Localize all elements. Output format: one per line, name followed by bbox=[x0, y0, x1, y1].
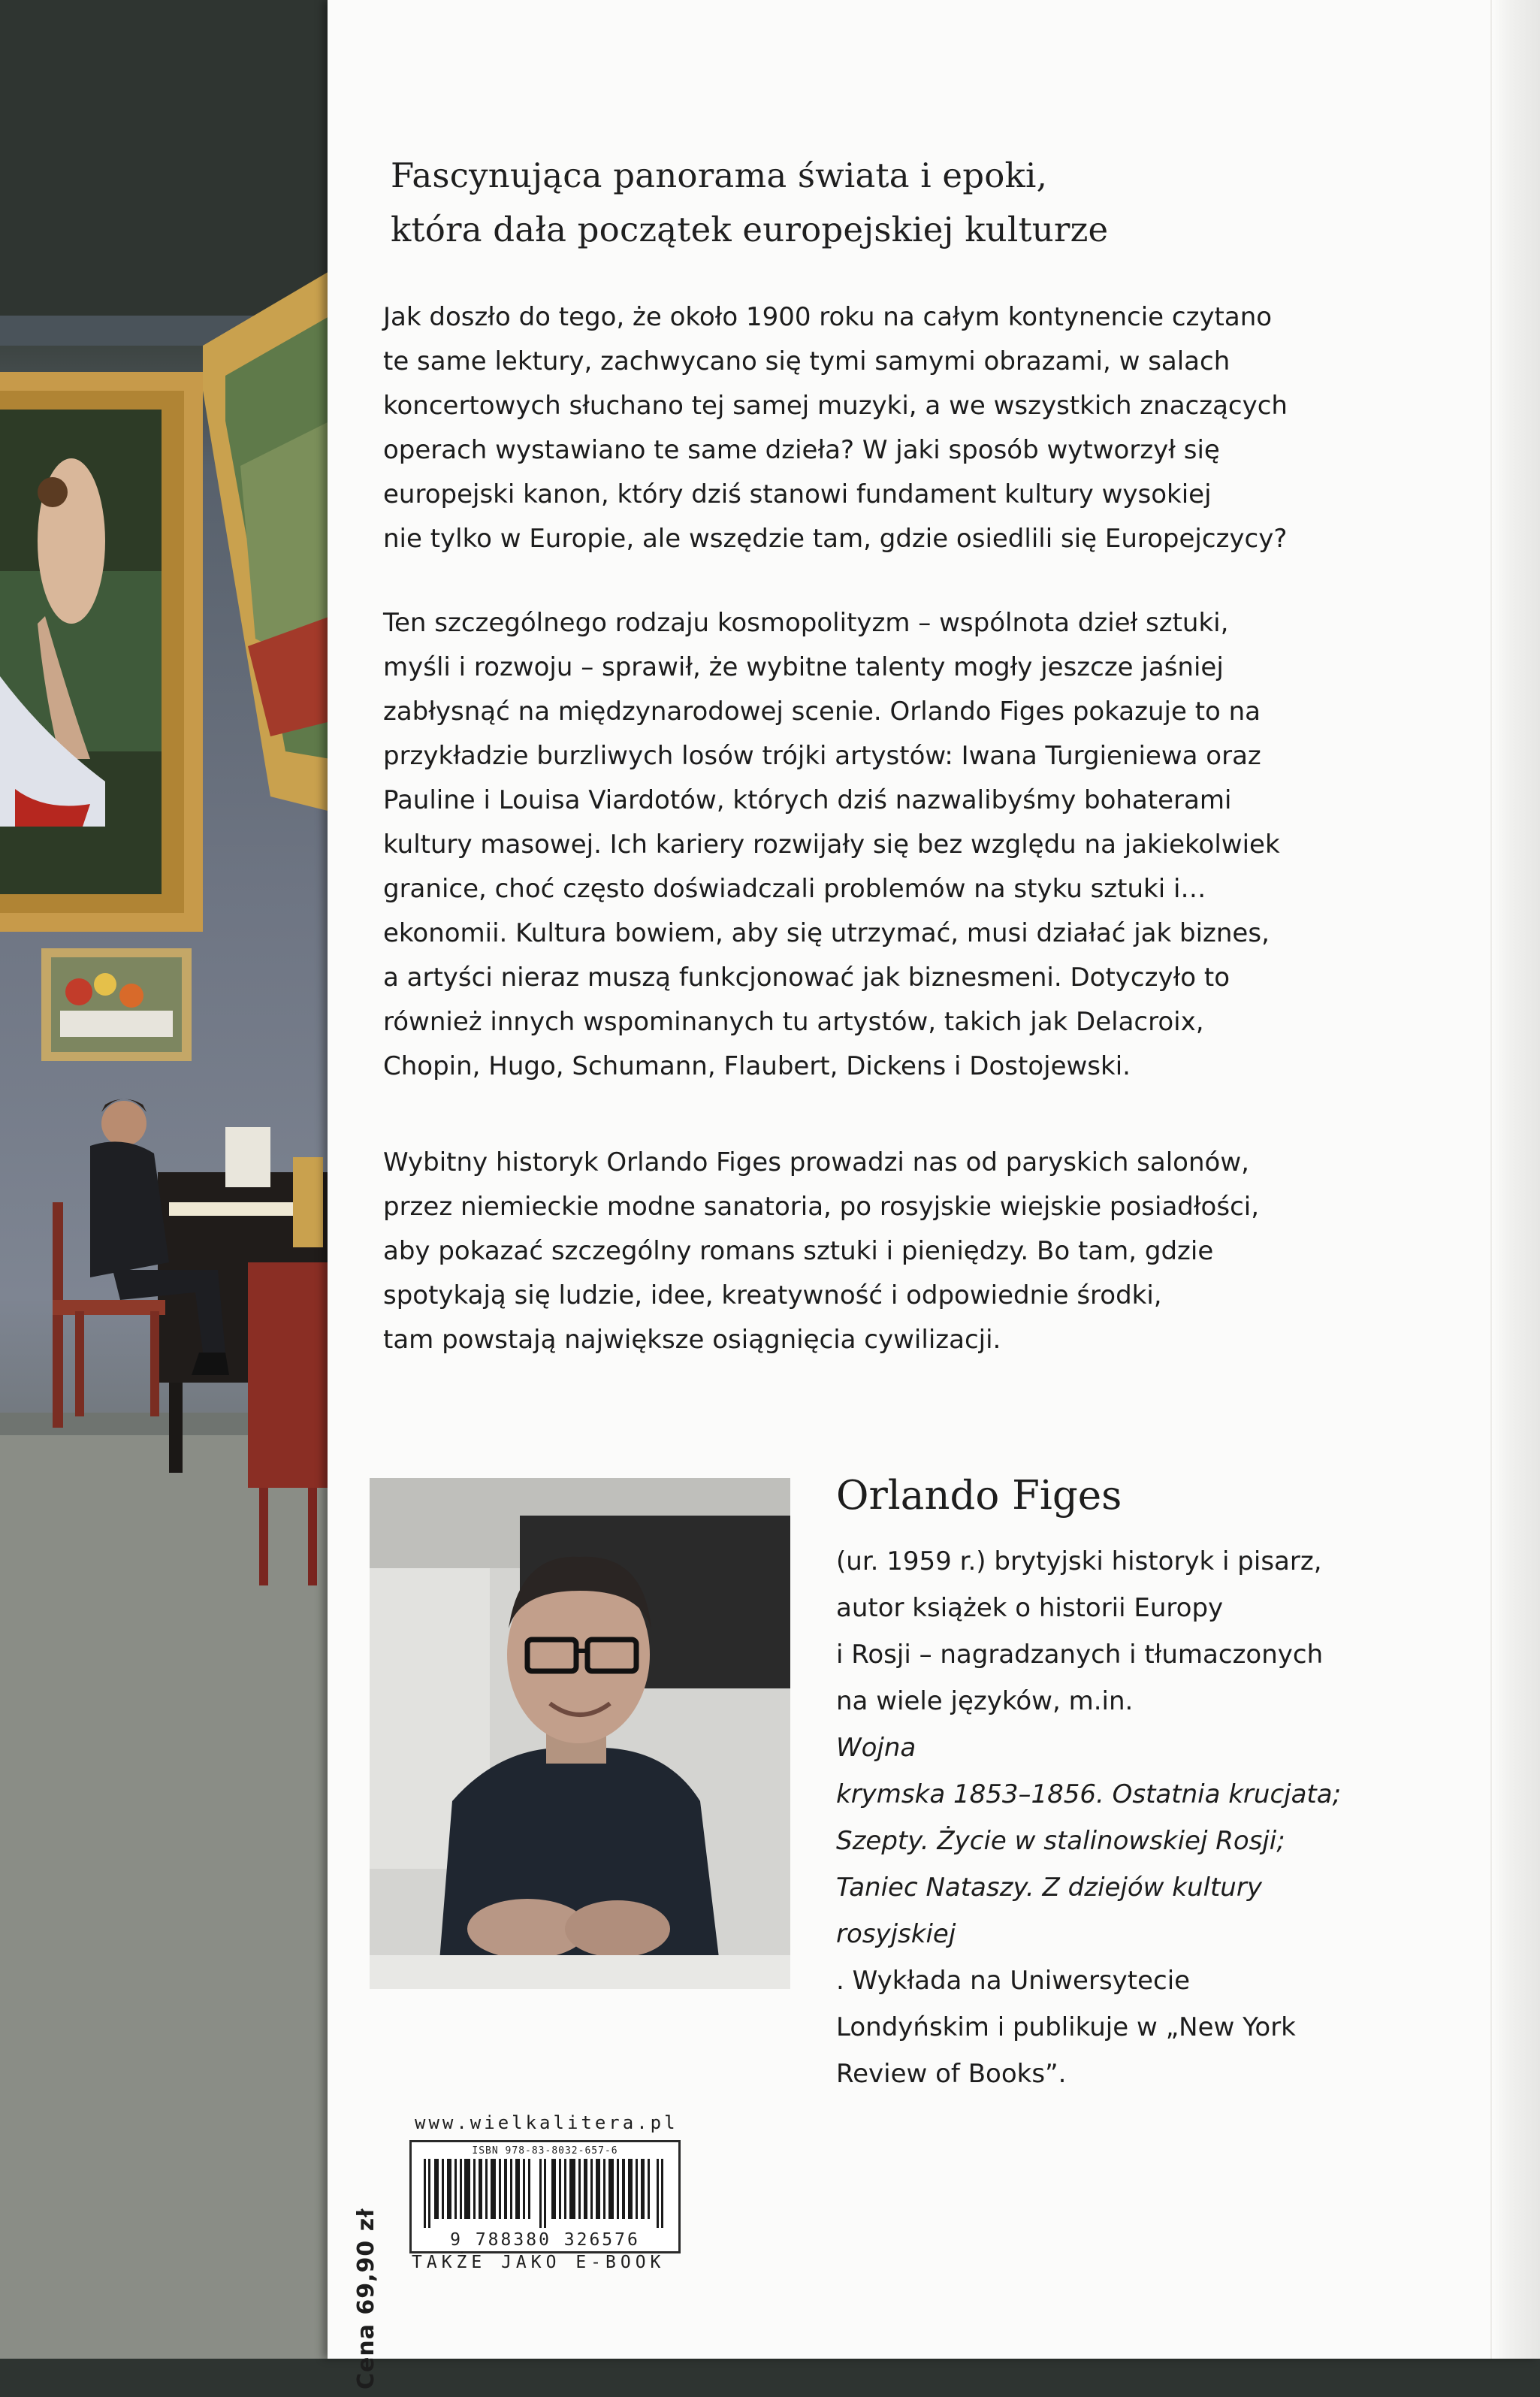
text-line: Ten szczególnego rodzaju kosmopolityzm – wspólnota dzieł sztuki, bbox=[383, 608, 1229, 638]
book-title: Wojna bbox=[836, 1733, 916, 1763]
blurb-paragraph-1 bbox=[383, 295, 1450, 561]
blurb-paragraph-3 bbox=[383, 1141, 1450, 1362]
ebook-note: TAKŻE JAKO E-BOOK bbox=[412, 2253, 666, 2272]
painting-illustration bbox=[0, 0, 331, 2359]
barcode-bars-icon bbox=[419, 2159, 671, 2228]
text-line: ekonomii. Kultura bowiem, aby się utrzymać, musi działać jak biznes, bbox=[383, 918, 1270, 948]
blurb-paragraph-2 bbox=[383, 601, 1450, 1089]
author-bio bbox=[836, 1538, 1452, 2097]
bio-line bbox=[836, 1911, 1452, 2004]
bio-text: na wiele języków, m.in. bbox=[836, 1686, 1134, 1716]
book-title: Taniec Nataszy. Z dziejów kultury bbox=[836, 1873, 1262, 1903]
bio-line: Review of Books”. bbox=[836, 2059, 1067, 2089]
barcode-digits: 9 788380 326576 bbox=[450, 2230, 640, 2250]
bio-line: (ur. 1959 r.) brytyjski historyk i pisarz, bbox=[836, 1546, 1322, 1576]
text-line: przez niemieckie modne sanatoria, po rosyjskie wiejskie posiadłości, bbox=[383, 1192, 1260, 1222]
text-line: Chopin, Hugo, Schumann, Flaubert, Dickens i Dostojewski. bbox=[383, 1051, 1131, 1081]
price-label: Cena 69,90 zł bbox=[353, 2208, 379, 2389]
book-title: Szepty. Życie w stalinowskiej Rosji; bbox=[836, 1826, 1285, 1856]
text-line: spotykają się ludzie, idee, kreatywność i odpowiednie środki, bbox=[383, 1280, 1162, 1310]
barcode bbox=[409, 2140, 681, 2253]
bio-line bbox=[836, 1771, 1452, 1818]
headline bbox=[391, 149, 1367, 257]
bio-line bbox=[836, 1864, 1452, 1911]
bio-line bbox=[836, 1818, 1452, 1864]
price-label-container bbox=[353, 2111, 398, 2397]
text-line: myśli i rozwoju – sprawił, że wybitne talenty mogły jeszcze jaśniej bbox=[383, 652, 1224, 682]
text-line: europejski kanon, który dziś stanowi fundament kultury wysokiej bbox=[383, 479, 1212, 509]
bio-line: autor książek o historii Europy bbox=[836, 1593, 1224, 1623]
text-line: przykładzie burzliwych losów trójki artystów: Iwana Turgieniewa oraz bbox=[383, 741, 1261, 771]
text-line: operach wystawiano te same dzieła? W jaki sposób wytworzył się bbox=[383, 435, 1220, 465]
bio-line: Londyńskim i publikuje w „New York bbox=[836, 2012, 1296, 2042]
headline-line-1: Fascynująca panorama świata i epoki, bbox=[391, 156, 1048, 195]
text-line: tam powstają największe osiągnięcia cywilizacji. bbox=[383, 1325, 1001, 1355]
author-name: Orlando Figes bbox=[836, 1473, 1122, 1519]
text-line: Jak doszło do tego, że około 1900 roku na całym kontynencie czytano bbox=[383, 302, 1273, 332]
text-line: te same lektury, zachwycano się tymi samymi obrazami, w salach bbox=[383, 346, 1230, 376]
publisher-website: www.wielkalitera.pl bbox=[415, 2112, 678, 2133]
text-line: aby pokazać szczególny romans sztuki i pieniędzy. Bo tam, gdzie bbox=[383, 1236, 1214, 1266]
headline-line-2: która dała początek europejskiej kulturze bbox=[391, 210, 1109, 249]
text-line: zabłysnąć na międzynarodowej scenie. Orlando Figes pokazuje to na bbox=[383, 697, 1261, 727]
text-line: a artyści nieraz muszą funkcjonować jak biznesmeni. Dotyczyło to bbox=[383, 963, 1230, 993]
bio-line bbox=[836, 1678, 1452, 1771]
book-title: krymska 1853–1856. Ostatnia krucjata; bbox=[836, 1779, 1342, 1809]
text-line: granice, choć często doświadczali problemów na styku sztuki i… bbox=[383, 874, 1206, 904]
text-line: Wybitny historyk Orlando Figes prowadzi nas od paryskich salonów, bbox=[383, 1147, 1249, 1177]
book-title: rosyjskiej bbox=[836, 1919, 956, 1949]
author-photo bbox=[370, 1478, 790, 1989]
text-line: Pauline i Louisa Viardotów, których dziś nazwalibyśmy bohaterami bbox=[383, 785, 1232, 815]
cover-painting bbox=[0, 0, 331, 2359]
author-portrait-illustration bbox=[370, 1478, 790, 1989]
bio-line: i Rosji – nagradzanych i tłumaczonych bbox=[836, 1640, 1324, 1670]
isbn-number: ISBN 978-83-8032-657-6 bbox=[472, 2145, 618, 2157]
text-line: koncertowych słuchano tej samej muzyki, a we wszystkich znaczących bbox=[383, 391, 1288, 421]
book-edge bbox=[1490, 0, 1540, 2359]
text-line: kultury masowej. Ich kariery rozwijały się bez względu na jakiekolwiek bbox=[383, 830, 1280, 860]
text-line: nie tylko w Europie, ale wszędzie tam, gdzie osiedlili się Europejczycy? bbox=[383, 524, 1288, 554]
bio-text: . Wykłada na Uniwersytecie bbox=[836, 1966, 1191, 1996]
text-line: również innych wspominanych tu artystów, takich jak Delacroix, bbox=[383, 1007, 1204, 1037]
